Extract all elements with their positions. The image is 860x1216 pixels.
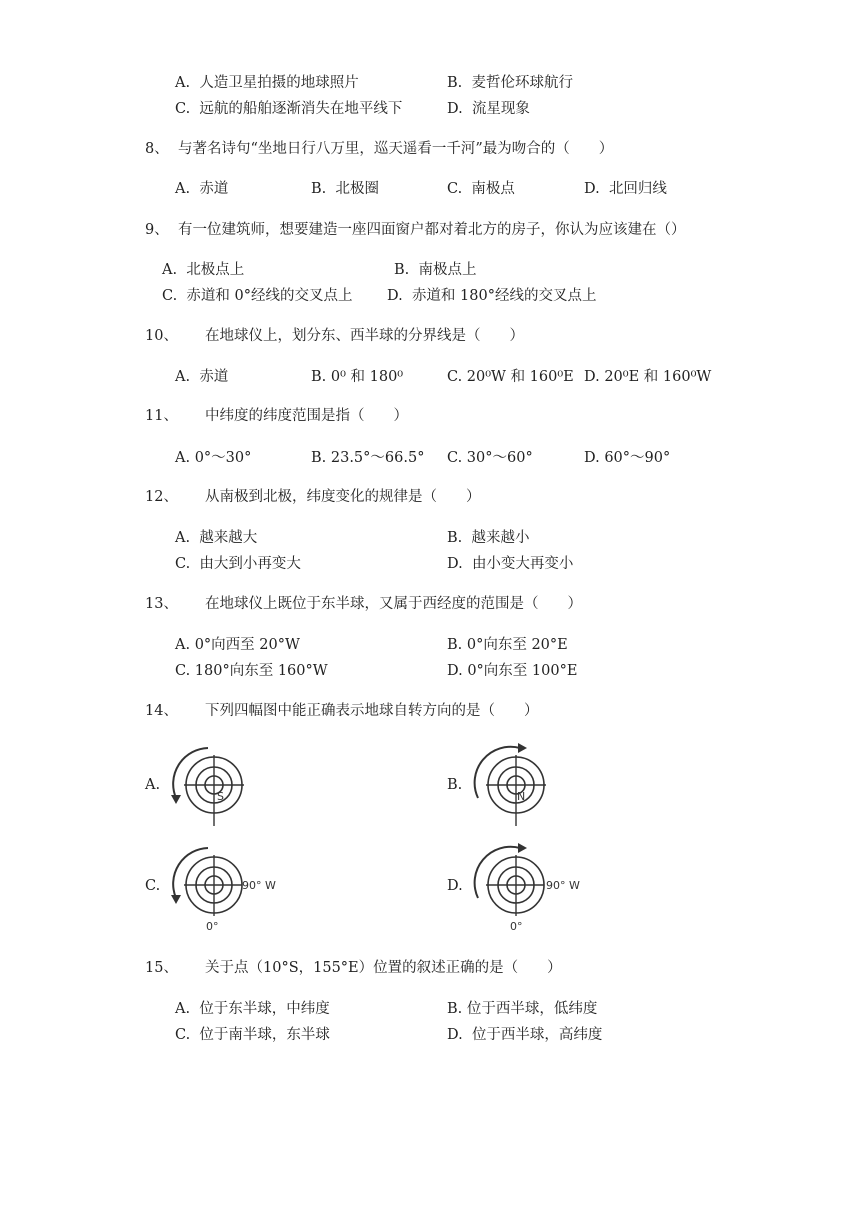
option-a[interactable]: A. 赤道 (175, 181, 229, 197)
question-11-stem: 中纬度的纬度范围是指（ ） (205, 408, 408, 424)
option-d-label[interactable]: D. (447, 878, 463, 894)
option-a[interactable]: A. 0°～30° (175, 450, 252, 466)
meridian-label-90w: 90° W (546, 879, 580, 892)
question-15-stem: 关于点（10°S，155°E）位置的叙述正确的是（ ） (205, 960, 562, 976)
meridian-label-0: 0° (206, 920, 219, 933)
question-10-stem: 在地球仪上，划分东、西半球的分界线是（ ） (205, 328, 524, 344)
option-c[interactable]: C. 由大到小再变大 (175, 556, 301, 572)
option-b[interactable]: B. 0°向东至 20°E (447, 637, 568, 653)
option-b[interactable]: B. 23.5°～66.5° (311, 450, 425, 466)
earth-rotation-diagram-a[interactable] (168, 740, 248, 830)
pole-label: S (217, 790, 224, 803)
question-9-stem: 9、 有一位建筑师，想要建造一座四面窗户都对着北方的房子，你认为应该建在（） (145, 222, 686, 238)
question-14-number: 14、 (145, 703, 178, 719)
option-c[interactable]: C. 南极点 (447, 181, 515, 197)
option-d[interactable]: D. 20⁰E 和 160⁰W (584, 369, 712, 385)
question-12-stem: 从南极到北极，纬度变化的规律是（ ） (205, 489, 481, 505)
option-b-label[interactable]: B. (447, 777, 463, 793)
option-a[interactable]: A. 位于东半球，中纬度 (175, 1001, 330, 1017)
option-b[interactable]: B. 北极圈 (311, 181, 379, 197)
option-a[interactable]: A. 赤道 (175, 369, 229, 385)
option-d[interactable]: D. 流星现象 (447, 101, 530, 117)
option-c[interactable]: C. 位于南半球，东半球 (175, 1027, 330, 1043)
option-c[interactable]: C. 180°向东至 160°W (175, 663, 328, 679)
pole-label: N (517, 790, 526, 803)
option-d[interactable]: D. 由小变大再变小 (447, 556, 574, 572)
option-a[interactable]: A. 北极点上 (162, 262, 245, 278)
question-8-stem: 8、 与著名诗句“坐地日行八万里，巡天遥看一千河”最为吻合的（ ） (145, 141, 614, 157)
option-d[interactable]: D. 0°向东至 100°E (447, 663, 578, 679)
meridian-label-90w: 90° W (242, 879, 276, 892)
option-b[interactable]: B. 南极点上 (394, 262, 477, 278)
earth-rotation-diagram-d[interactable] (470, 840, 590, 935)
question-13-stem: 在地球仪上既位于东半球，又属于西经度的范围是（ ） (205, 596, 582, 612)
question-10-number: 10、 (145, 328, 178, 344)
option-a[interactable]: A. 0°向西至 20°W (175, 637, 300, 653)
option-c[interactable]: C. 赤道和 0°经线的交叉点上 (162, 288, 353, 304)
question-14-stem: 下列四幅图中能正确表示地球自转方向的是（ ） (205, 703, 539, 719)
question-15-number: 15、 (145, 960, 178, 976)
option-d[interactable]: D. 60°～90° (584, 450, 671, 466)
option-c[interactable]: C. 远航的船舶逐渐消失在地平线下 (175, 101, 403, 117)
option-b[interactable]: B. 麦哲伦环球航行 (447, 75, 573, 91)
option-b[interactable]: B. 位于西半球，低纬度 (447, 1001, 598, 1017)
question-11-number: 11、 (145, 408, 178, 424)
option-c-label[interactable]: C. (145, 878, 161, 894)
question-13-number: 13、 (145, 596, 178, 612)
option-d[interactable]: D. 位于西半球，高纬度 (447, 1027, 603, 1043)
option-a[interactable]: A. 越来越大 (175, 530, 258, 546)
option-a[interactable]: A. 人造卫星拍摄的地球照片 (175, 75, 359, 91)
option-c[interactable]: C. 20⁰W 和 160⁰E (447, 369, 574, 385)
option-c[interactable]: C. 30°～60° (447, 450, 533, 466)
option-b[interactable]: B. 越来越小 (447, 530, 530, 546)
earth-rotation-diagram-c[interactable] (168, 840, 288, 935)
question-12-number: 12、 (145, 489, 178, 505)
option-a-label[interactable]: A. (145, 777, 161, 793)
meridian-label-0: 0° (510, 920, 523, 933)
option-b[interactable]: B. 0⁰ 和 180⁰ (311, 369, 404, 385)
earth-rotation-diagram-b[interactable] (470, 740, 550, 830)
option-d[interactable]: D. 赤道和 180°经线的交叉点上 (387, 288, 597, 304)
option-d[interactable]: D. 北回归线 (584, 181, 667, 197)
